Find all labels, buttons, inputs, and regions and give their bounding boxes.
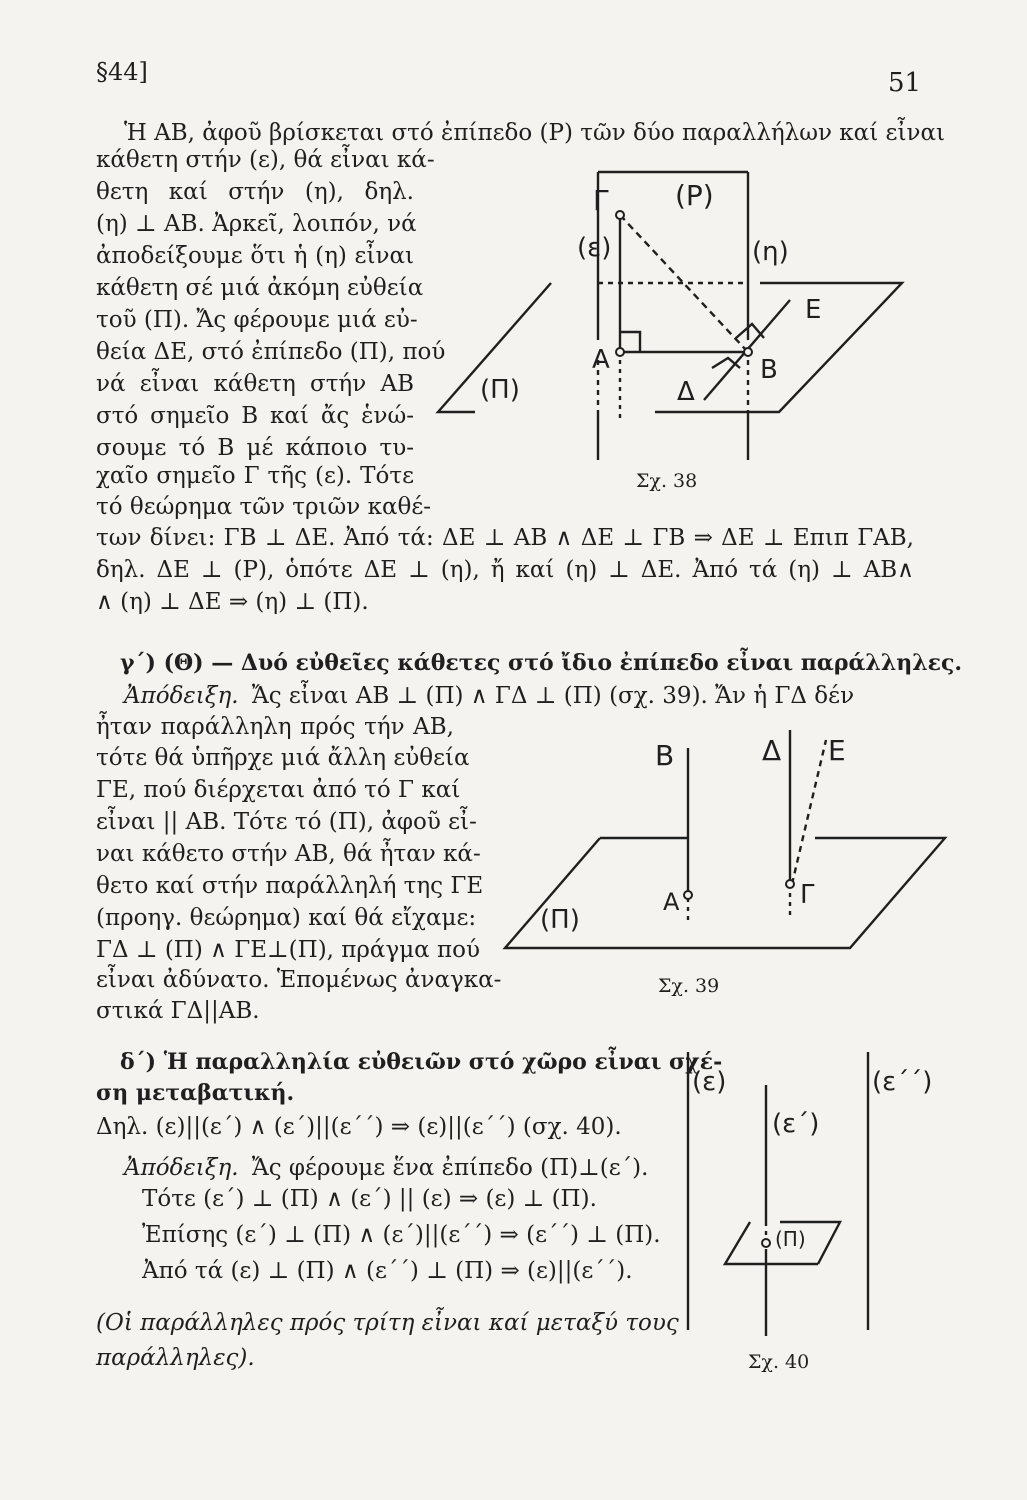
label-Pi: (Π) — [480, 375, 520, 405]
label-Pi: (Π) — [775, 1227, 806, 1251]
text-line: ΓΕ, πού διέρχεται ἀπό τό Γ καί — [96, 777, 461, 803]
proof-label: Ἀπόδειξη. — [124, 683, 239, 709]
text-line: ναι κάθετο στήν ΑΒ, θά ἦταν κά- — [96, 841, 481, 867]
text-line: Ἡ ΑΒ, ἀφοῦ βρίσκεται στό ἐπίπεδο (Ρ) τῶν δύο παραλλήλων καί εἶναι — [124, 120, 946, 146]
label-gamma: Γ — [593, 184, 609, 217]
text-line: δηλ. ΔΕ ⊥ (Ρ), ὁπότε ΔΕ ⊥ (η), ἤ καί (η) ⊥ ΔΕ. Ἀπό τά (η) ⊥ ΑΒ∧ — [96, 557, 914, 583]
section-marker: §44] — [96, 58, 148, 86]
text-line: (προηγ. θεώρημα) καί θά εἴχαμε: — [96, 905, 477, 931]
text-line: τό θεώρημα τῶν τριῶν καθέ- — [96, 494, 432, 520]
remark-line: παράλληλες). — [96, 1345, 255, 1371]
text-line: ΓΔ ⊥ (Π) ∧ ΓΕ⊥(Π), πράγμα πού — [96, 937, 480, 963]
caption-fig-38: Σχ. 38 — [636, 470, 698, 492]
text-line: των δίνει: ΓΒ ⊥ ΔΕ. Ἀπό τά: ΔΕ ⊥ ΑΒ ∧ ΔΕ ⊥ ΓΒ ⇒ ΔΕ ⊥ Επιπ ΓΑΒ, — [96, 525, 914, 551]
text-line: κάθετη σέ μιά ἀκόμη εὐθεία — [96, 275, 424, 301]
label-D: Δ — [677, 377, 695, 407]
remark-line: (Οἱ παράλληλες πρός τρίτη εἶναι καί μεταξύ τους — [96, 1310, 679, 1336]
proof-step: Ἐπίσης (ε΄) ⊥ (Π) ∧ (ε΄)||(ε΄΄) ⇒ (ε΄΄) ⊥ (Π). — [142, 1222, 661, 1248]
label-D: Δ — [762, 734, 782, 767]
label-B: Β — [760, 355, 778, 385]
text-line: στικά ΓΔ||ΑΒ. — [96, 998, 260, 1024]
caption-fig-39: Σχ. 39 — [658, 975, 720, 997]
theorem-heading: ση μεταβατική. — [96, 1080, 295, 1106]
text-line: ἦταν παράλληλη πρός τήν ΑΒ, — [96, 714, 454, 740]
label-G: Γ — [800, 880, 815, 910]
caption-fig-40: Σχ. 40 — [748, 1351, 810, 1373]
label-E: Ε — [828, 734, 846, 767]
theorem-statement: Δηλ. (ε)||(ε΄) ∧ (ε΄)||(ε΄΄) ⇒ (ε)||(ε΄΄) (σχ. 40). — [96, 1114, 622, 1140]
proof-label: Ἀπόδειξη. — [124, 1155, 239, 1181]
text-line: θετη καί στήν (η), δηλ. — [96, 179, 414, 205]
text-line: εἶναι || ΑΒ. Τότε τό (Π), ἀφοῦ εἶ- — [96, 809, 477, 835]
text-line: κάθετη στήν (ε), θά εἶναι κά- — [96, 147, 435, 173]
text-line: θετο καί στήν παράλληλή της ΓΕ — [96, 873, 484, 899]
proof-first-text: Ἄς φέρουμε ἕνα ἐπίπεδο (Π)⊥(ε΄). — [251, 1155, 649, 1181]
proof-step: Τότε (ε΄) ⊥ (Π) ∧ (ε΄) || (ε) ⇒ (ε) ⊥ (Π). — [142, 1186, 597, 1212]
text-line: εἶναι ἀδύνατο. Ἑπομένως ἀναγκα- — [96, 967, 502, 993]
proof-first-text: Ἄς εἶναι ΑΒ ⊥ (Π) ∧ ΓΔ ⊥ (Π) (σχ. 39). Ἄν ἡ ΓΔ δέν — [251, 683, 855, 709]
label-epsilon-double-prime: (ε΄΄) — [872, 1067, 933, 1097]
label-A: Α — [592, 345, 610, 375]
text-line: θεία ΔΕ, στό ἐπίπεδο (Π), πού — [96, 339, 446, 365]
label-eta: (η) — [752, 237, 789, 267]
label-epsilon: (ε) — [577, 233, 612, 263]
theorem-heading: δ΄) Ἡ παραλληλία εὐθειῶν στό χῶρο εἶναι σχέ- — [120, 1049, 723, 1075]
text-line: τότε θά ὑπῆρχε μιά ἄλλη εὐθεία — [96, 745, 470, 771]
page-number: 51 — [888, 68, 922, 98]
text-line: (η) ⊥ ΑΒ. Ἀρκεῖ, λοιπόν, νά — [96, 211, 417, 237]
text-line: σουμε τό Β μέ κάποιο τυ- — [96, 435, 414, 461]
label-Pi: (Π) — [540, 905, 580, 935]
text-line: ∧ (η) ⊥ ΔΕ ⇒ (η) ⊥ (Π). — [96, 589, 369, 615]
proof-step: Ἀπό τά (ε) ⊥ (Π) ∧ (ε΄΄) ⊥ (Π) ⇒ (ε)||(ε΄΄). — [142, 1258, 633, 1284]
label-A: Α — [663, 888, 680, 916]
text-line: χαῖο σημεῖο Γ τῆς (ε). Τότε — [96, 463, 414, 489]
label-epsilon-prime: (ε΄) — [772, 1109, 820, 1139]
text-line: στό σημεῖο Β καί ἄς ἑνώ- — [96, 403, 414, 429]
theorem-heading: γ΄) (Θ) — Δυό εὐθεῖες κάθετες στό ἴδιο ἐπίπεδο εἶναι παράλληλες. — [120, 650, 963, 676]
label-E: Ε — [805, 295, 822, 325]
label-plane-P: (Ρ) — [675, 179, 714, 212]
text-line: νά εἶναι κάθετη στήν ΑΒ — [96, 371, 414, 397]
label-epsilon: (ε) — [692, 1067, 727, 1097]
label-B: Β — [655, 739, 675, 772]
text-line: τοῦ (Π). Ἄς φέρουμε μιά εὐ- — [96, 307, 418, 333]
text-line: ἀποδείξουμε ὅτι ἡ (η) εἶναι — [96, 243, 414, 269]
